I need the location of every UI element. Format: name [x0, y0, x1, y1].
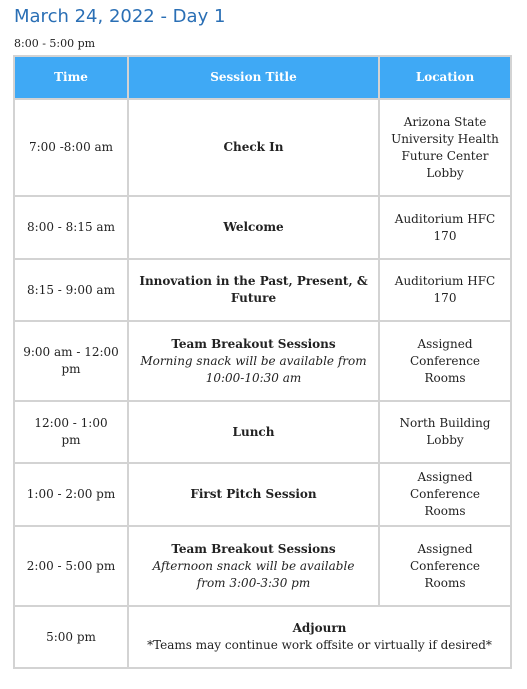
session-title-cell: Check In [128, 99, 379, 196]
time-cell: 5:00 pm [14, 606, 128, 668]
table-row [14, 401, 511, 463]
table-row [14, 259, 511, 321]
location-cell: Assigned Conference Rooms [379, 526, 511, 606]
adjourn-note: *Teams may continue work offsite or virtually if desired* [147, 638, 492, 652]
time-cell: 2:00 - 5:00 pm [14, 526, 128, 606]
table-row [14, 463, 511, 526]
table-row-final [14, 606, 511, 668]
session-note: Morning snack will be available from 10:00-10:30 am [140, 353, 367, 385]
column-header-session-title: Session Title [128, 56, 379, 99]
location-cell: Assigned Conference Rooms [379, 463, 511, 526]
session-title-cell: Innovation in the Past, Present, & Future [128, 259, 379, 321]
location-cell: Auditorium HFC 170 [379, 196, 511, 259]
time-cell: 8:00 - 8:15 am [14, 196, 128, 259]
session-title-cell [128, 321, 379, 401]
time-cell: 12:00 - 1:00 pm [14, 401, 128, 463]
session-title-cell: First Pitch Session [128, 463, 379, 526]
session-note: Afternoon snack will be available from 3:00-3:30 pm [152, 558, 355, 590]
session-title: Team Breakout Sessions [171, 336, 336, 351]
session-title-cell: Welcome [128, 196, 379, 259]
table-header-row [14, 56, 511, 99]
table-row [14, 321, 511, 401]
schedule-table [13, 55, 512, 669]
time-cell: 9:00 am - 12:00 pm [14, 321, 128, 401]
adjourn-cell [128, 606, 511, 668]
page-title: March 24, 2022 - Day 1 [14, 6, 226, 27]
adjourn-title: Adjourn [292, 621, 347, 635]
table-row [14, 196, 511, 259]
location-cell: Auditorium HFC 170 [379, 259, 511, 321]
location-cell: Arizona State University Health Future Center Lobby [379, 99, 511, 196]
column-header-time: Time [14, 56, 128, 99]
table-row [14, 526, 511, 606]
table-row [14, 99, 511, 196]
session-title-cell: Lunch [128, 401, 379, 463]
time-cell: 7:00 -8:00 am [14, 99, 128, 196]
time-cell: 1:00 - 2:00 pm [14, 463, 128, 526]
time-cell: 8:15 - 9:00 am [14, 259, 128, 321]
session-title-cell [128, 526, 379, 606]
event-hours: 8:00 - 5:00 pm [14, 37, 96, 50]
location-cell: North Building Lobby [379, 401, 511, 463]
location-cell: Assigned Conference Rooms [379, 321, 511, 401]
column-header-location: Location [379, 56, 511, 99]
session-title: Team Breakout Sessions [171, 541, 336, 556]
